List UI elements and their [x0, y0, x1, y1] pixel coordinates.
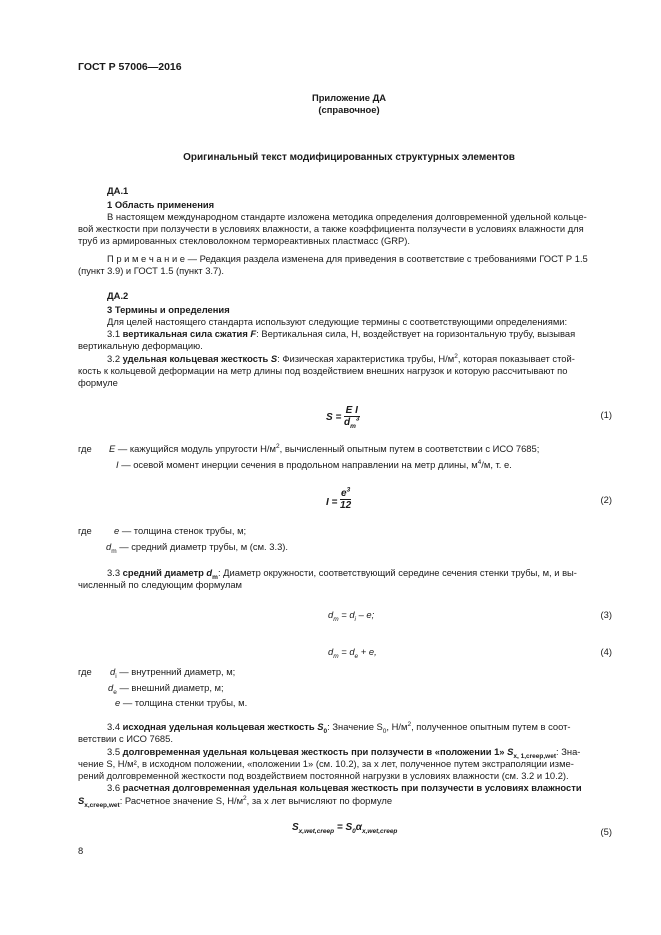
da1-label: ДА.1 — [107, 185, 129, 196]
term-3-1: 3.1 вертикальная сила сжатия F: Вертикальная сила, Н, воздействует на горизонтальную трубу, вызывая — [107, 328, 576, 339]
where-3-de: $d_e$ — внешний диаметр, м; — [108, 682, 224, 696]
equation-4: $d_m = d_e + e$, — [328, 646, 377, 660]
equation-3: $d_m = d_i - e$; — [328, 609, 375, 623]
da2-label: ДА.2 — [107, 290, 129, 301]
term-3-1-line-2: вертикальную деформацию. — [78, 340, 203, 351]
da1-note-line-2: (пункт 3.9) и ГОСТ 1.5 (пункт 3.7). — [78, 265, 224, 276]
term-3-5-line-3: рений долговременной жесткости под воздействием постоянной нагрузки в условиях влажности (см. 3.2 и 10.2). — [78, 770, 569, 781]
where-3-label: где — [78, 666, 92, 677]
da1-note — [107, 253, 588, 265]
term-3-5-line-2: чение S, Н/м², в исходном положении, «положении 1» (см. 10.2), за x лет, полученное путем экстраполяции изме- — [78, 758, 574, 769]
where-1-label: где — [78, 443, 92, 454]
equation-3-number: (3) — [600, 609, 612, 620]
equation-5: $S_{x,wet,creep} = S_0\alpha_{x,wet,creep}$ — [292, 822, 398, 835]
da1-heading: 1 Область применения — [107, 199, 215, 210]
main-title: Оригинальный текст модифицированных структурных элементов — [183, 152, 515, 163]
note-label: П р и м е ч а н и е — [107, 253, 186, 264]
da2-intro: Для целей настоящего стандарта используют следующие термины с соответствующими определениями: — [107, 316, 568, 327]
term-3-3-line-2: численный по следующим формулам — [78, 579, 242, 590]
term-3-6: 3.6 расчетная долговременная удельная кольцевая жесткость при ползучести в условиях влажности — [107, 782, 582, 793]
doc-code: ГОСТ Р 57006—2016 — [78, 61, 182, 73]
equation-1-number: (1) — [600, 409, 612, 420]
term-3-5: 3.5 долговременная удельная кольцевая жесткость при ползучести в «положении 1» $S_{x, 1,creep,wet}$: Зна- — [107, 746, 581, 760]
da2-heading: 3 Термины и определения — [107, 304, 230, 315]
da1-line-1: В настоящем международном стандарте изложена методика определения долговременной удельной кольце- — [107, 211, 587, 222]
note-text: — Редакция раздела изменена для приведения в соответствие с требованиями ГОСТ Р 1.5 — [185, 253, 588, 264]
where-2-label: где — [78, 525, 92, 536]
where-1-e: E — кажущийся модуль упругости $Н/м^2$, вычисленный опытным путем в соответствии с ИСО 7685; — [109, 442, 540, 454]
term-3-2-line-3: формуле — [78, 377, 118, 388]
term-3-6-line-2: $S_{x,creep,wet}$: Расчетное значение S, $Н/м^2$, за x лет вычисляют по формуле — [78, 794, 393, 809]
equation-4-number: (4) — [600, 646, 612, 657]
equation-2-number: (2) — [600, 494, 612, 505]
da1-line-2: вой жесткости при ползучести в условиях влажности, а также коэффициента ползучести в условиях влажности для — [78, 223, 584, 234]
where-2-dm: $d_m$ — средний диаметр трубы, м (см. 3.3). — [106, 541, 289, 555]
term-3-4: 3.4 исходная удельная кольцевая жесткость $S_0$: Значение $S_0$, $Н/м^2$, полученное опытным путем в соот- — [107, 720, 571, 735]
where-3-e: e — толщина стенки трубы, м. — [115, 697, 248, 708]
da1-line-3: труб из армированных стекловолокном термореактивных пластмасс (GRP). — [78, 235, 411, 246]
appendix-title: Приложение ДА — [311, 92, 387, 103]
appendix-subtitle: (справочное) — [318, 104, 380, 115]
term-3-2: 3.2 удельная кольцевая жесткость S: Физическая характеристика трубы, $Н/м^2$, которая показывает стой- — [107, 352, 575, 364]
where-1-i: I — осевой момент инерции сечения в продольном направлении на метр длины, $м^4/м$, т. е. — [116, 458, 512, 470]
term-3-2-line-2: кость к кольцевой деформации на метр длины под воздействием внешних нагрузок и которую рассчитывают по — [78, 365, 568, 376]
term-3-4-line-2: ветствии с ИСО 7685. — [78, 733, 173, 744]
where-2-e: e — толщина стенок трубы, м; — [114, 525, 247, 536]
page-number: 8 — [78, 845, 84, 856]
equation-5-number: (5) — [600, 826, 612, 837]
term-3-3: 3.3 средний диаметр $d_m$: Диаметр окружности, соответствующий середине сечения стенки трубы, м, и вы- — [107, 567, 577, 581]
where-3-di: $d_i$ — внутренний диаметр, м; — [110, 666, 236, 680]
